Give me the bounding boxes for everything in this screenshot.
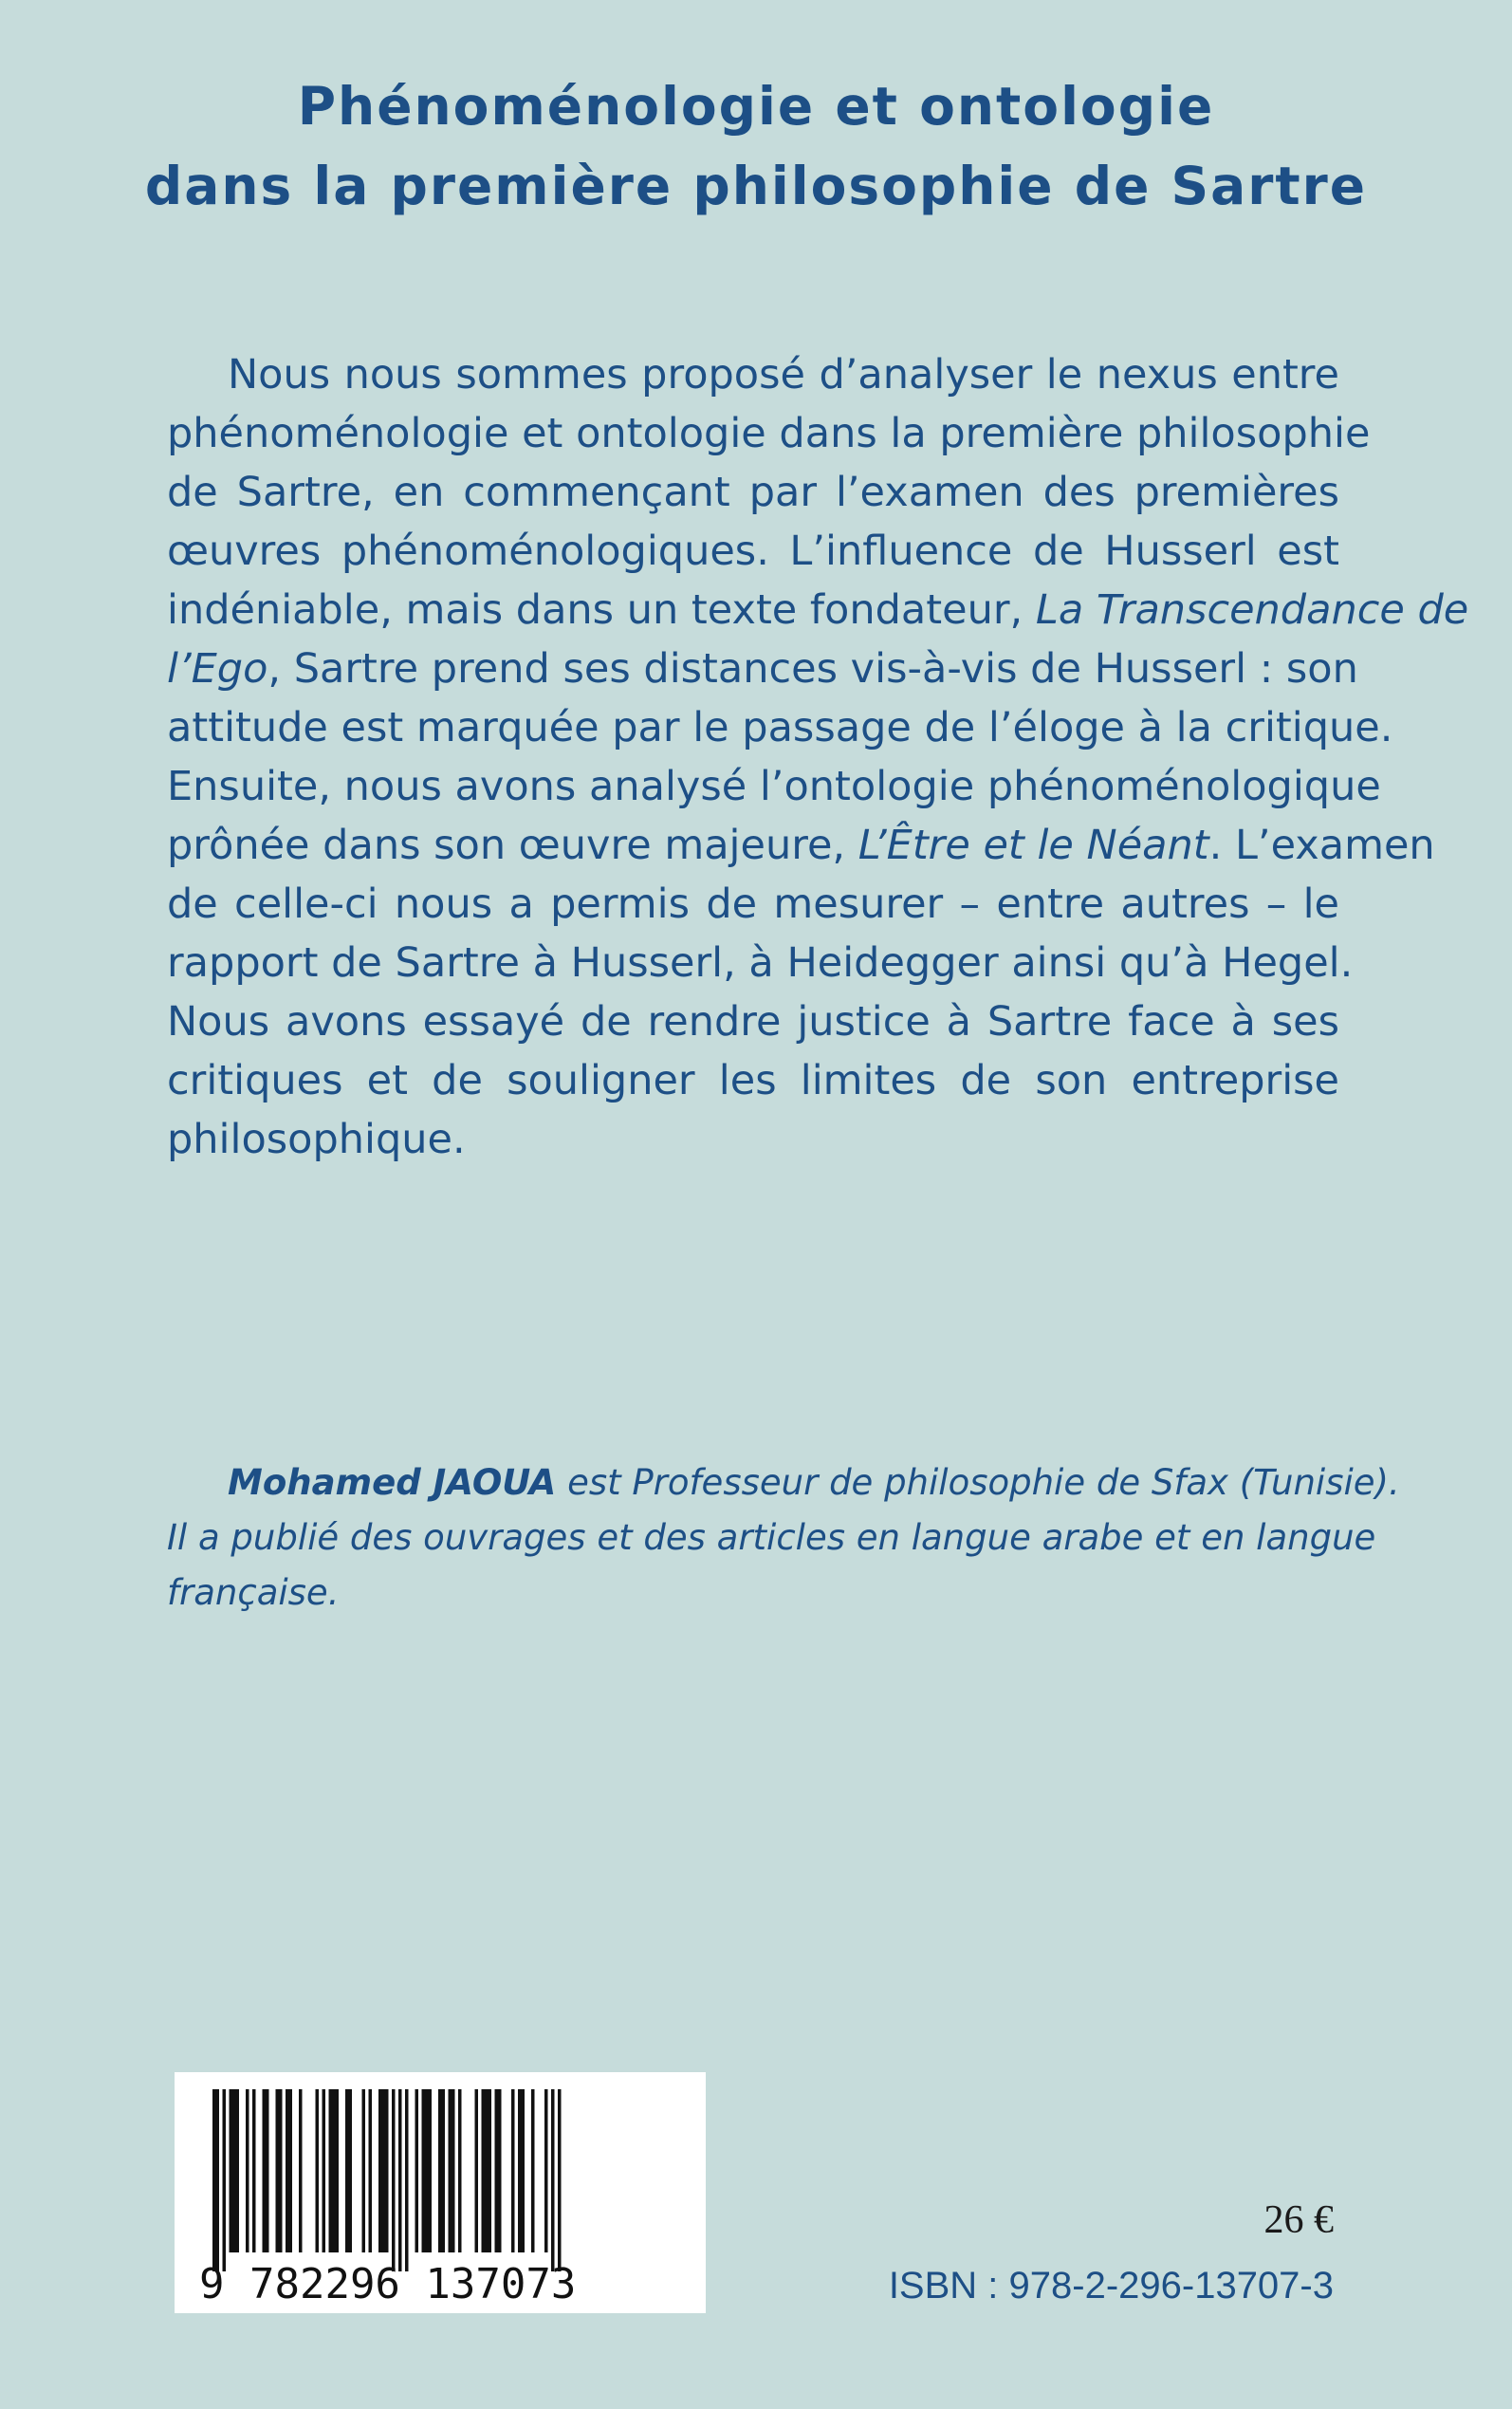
summary-text: prônée dans son œuvre majeure,	[167, 822, 846, 869]
barcode-bar	[286, 2089, 292, 2252]
summary-line: philosophique.	[167, 1116, 466, 1163]
summary-paragraph	[167, 345, 1469, 1169]
barcode-bar	[511, 2089, 515, 2252]
summary-line	[167, 639, 1358, 698]
barcode-bar	[405, 2089, 409, 2271]
barcode-bar	[518, 2089, 525, 2252]
barcode-bar	[378, 2089, 389, 2252]
barcode-bar	[551, 2089, 555, 2271]
author-name: Mohamed JAOUA	[228, 1462, 557, 1503]
price: 26 €	[1263, 2198, 1334, 2242]
title-line-2: dans la première philosophie de Sartre	[144, 156, 1368, 216]
summary-line: de celle-ci nous a permis de mesurer – entre autres – le	[167, 880, 1339, 928]
book-reference: La Transcendance de	[1035, 586, 1469, 634]
author-line: française.	[167, 1572, 340, 1613]
barcode-bar	[369, 2089, 373, 2252]
barcode-bar	[329, 2089, 340, 2252]
barcode-bar	[223, 2089, 227, 2271]
summary-line: rapport de Sartre à Husserl, à Heidegger ainsi qu’à Hegel.	[167, 939, 1354, 987]
summary-line: Nous avons essayé de rendre justice à Sartre face à ses	[167, 998, 1339, 1046]
barcode	[175, 2072, 706, 2313]
barcode-bar	[415, 2089, 419, 2252]
barcode-bar	[438, 2089, 445, 2252]
summary-text: indéniable, mais dans un texte fondateur,	[167, 586, 1023, 634]
barcode-bar	[345, 2089, 352, 2252]
barcode-bar	[230, 2089, 240, 2252]
barcode-digits: 9 782296 137073	[199, 2260, 577, 2308]
summary-line: Ensuite, nous avons analysé l’ontologie phénoménologique	[167, 763, 1381, 810]
summary-line: phénoménologie et ontologie dans la première philosophie	[167, 410, 1371, 457]
barcode-bars	[212, 2089, 562, 2271]
book-reference: l’Ego	[167, 645, 268, 693]
barcode-bar	[449, 2089, 455, 2252]
author-line	[167, 1455, 1400, 1510]
barcode-bar	[316, 2089, 320, 2252]
author-text: est Professeur de philosophie de Sfax (Tunisie).	[567, 1462, 1400, 1503]
barcode-bar	[558, 2089, 562, 2271]
barcode-bar	[323, 2089, 326, 2252]
barcode-bar	[246, 2089, 249, 2252]
barcode-bar	[531, 2089, 535, 2252]
isbn: ISBN : 978-2-296-13707-3	[888, 2265, 1334, 2307]
title-line-1: Phénoménologie et ontologie	[297, 76, 1215, 137]
summary-line: œuvres phénoménologiques. L’influence de Husserl est	[167, 528, 1339, 575]
author-bio	[167, 1455, 1400, 1621]
summary-line: de Sartre, en commençant par l’examen des premières	[167, 469, 1339, 516]
barcode-bar	[398, 2089, 402, 2271]
author-line: Il a publié des ouvrages et des articles en langue arabe et en langue	[167, 1517, 1376, 1558]
barcode-bar	[422, 2089, 433, 2252]
summary-line	[167, 581, 1469, 639]
summary-line	[167, 816, 1435, 875]
barcode-bar	[252, 2089, 256, 2252]
summary-line: critiques et de souligner les limites de son entreprise	[167, 1057, 1339, 1104]
barcode-bar	[212, 2089, 219, 2271]
barcode-graphic	[175, 2072, 706, 2313]
barcode-bar	[299, 2089, 303, 2252]
barcode-bar	[544, 2089, 548, 2252]
barcode-bar	[276, 2089, 283, 2252]
barcode-bar	[362, 2089, 366, 2252]
barcode-bar	[392, 2089, 396, 2271]
barcode-bar	[482, 2089, 492, 2252]
book-title	[0, 66, 1512, 226]
summary-line: attitude est marquée par le passage de l’éloge à la critique.	[167, 704, 1393, 751]
book-reference: L’Être et le Néant	[857, 822, 1209, 869]
summary-text: . L’examen	[1208, 822, 1435, 869]
barcode-bar	[263, 2089, 269, 2252]
summary-text: , Sartre prend ses distances vis-à-vis de Husserl : son	[267, 645, 1358, 693]
barcode-bar	[495, 2089, 502, 2252]
barcode-bar	[458, 2089, 462, 2252]
summary-line: Nous nous sommes proposé d’analyser le nexus entre	[228, 351, 1339, 398]
barcode-bar	[475, 2089, 479, 2252]
